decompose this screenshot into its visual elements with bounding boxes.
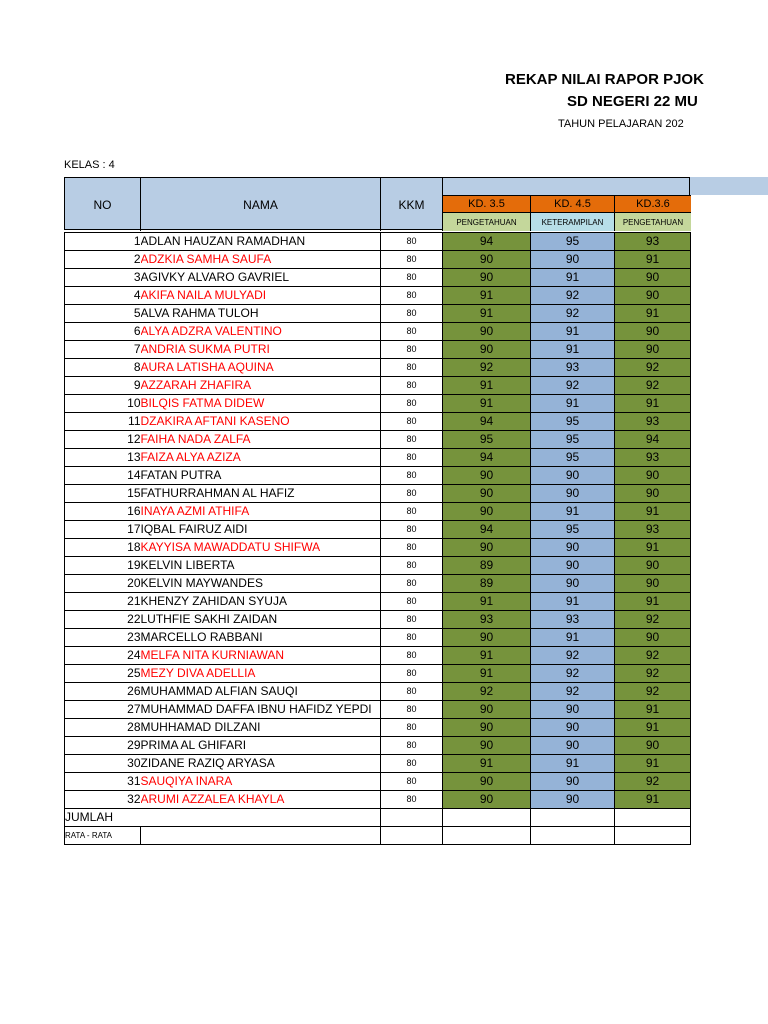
kd1-score[interactable]: 91 — [443, 755, 531, 773]
kd2-score[interactable]: 92 — [531, 647, 615, 665]
row-number[interactable]: 14 — [65, 467, 141, 485]
table-row — [65, 647, 691, 665]
header-kd-group — [443, 178, 691, 231]
table-row — [65, 503, 691, 521]
header-extension-strip — [690, 177, 768, 195]
kd1-score[interactable]: 93 — [443, 611, 531, 629]
table-row — [65, 665, 691, 683]
header-no: NO — [65, 178, 141, 231]
table-row — [65, 629, 691, 647]
kkm-cell[interactable]: 80 — [381, 467, 443, 485]
rata-kkm-cell[interactable] — [381, 827, 443, 845]
table-row — [65, 611, 691, 629]
kd2-score[interactable]: 91 — [531, 395, 615, 413]
kd2-score[interactable]: 91 — [531, 629, 615, 647]
kkm-cell[interactable]: 80 — [381, 431, 443, 449]
row-number[interactable]: 27 — [65, 701, 141, 719]
kd3-score[interactable]: 93 — [615, 233, 691, 251]
kd1-score[interactable]: 90 — [443, 773, 531, 791]
kd3-score[interactable]: 93 — [615, 521, 691, 539]
header-kd-1: KD. 3.5 — [443, 196, 531, 213]
kd2-score[interactable]: 95 — [531, 521, 615, 539]
student-name[interactable]: MUHAMMAD ALFIAN SAUQI — [141, 683, 381, 701]
kd3-score[interactable]: 91 — [615, 251, 691, 269]
kd2-score[interactable]: 90 — [531, 791, 615, 809]
jumlah-row — [65, 809, 691, 827]
kd1-score[interactable]: 91 — [443, 665, 531, 683]
academic-year: TAHUN PELAJARAN 202 — [558, 118, 684, 130]
kd2-score[interactable]: 90 — [531, 485, 615, 503]
kd1-score[interactable]: 90 — [443, 485, 531, 503]
student-name[interactable]: AZZARAH ZHAFIRA — [141, 377, 381, 395]
kkm-cell[interactable]: 80 — [381, 359, 443, 377]
kkm-cell[interactable]: 80 — [381, 737, 443, 755]
table-row — [65, 557, 691, 575]
row-number[interactable]: 9 — [65, 377, 141, 395]
kd2-score[interactable]: 91 — [531, 593, 615, 611]
kd1-score[interactable]: 91 — [443, 647, 531, 665]
kd3-score[interactable]: 91 — [615, 719, 691, 737]
row-number[interactable]: 11 — [65, 413, 141, 431]
kd2-score[interactable]: 95 — [531, 431, 615, 449]
header-kd-3: KD.3.6 — [615, 196, 691, 213]
kd3-score[interactable]: 90 — [615, 629, 691, 647]
table-row — [65, 449, 691, 467]
kd1-score[interactable]: 90 — [443, 341, 531, 359]
kd3-score[interactable]: 91 — [615, 755, 691, 773]
rata-kd3-cell[interactable] — [615, 827, 691, 845]
kkm-cell[interactable]: 80 — [381, 791, 443, 809]
row-number[interactable]: 13 — [65, 449, 141, 467]
kd3-score[interactable]: 91 — [615, 791, 691, 809]
table-row — [65, 773, 691, 791]
kd1-score[interactable]: 90 — [443, 503, 531, 521]
kd2-score[interactable]: 93 — [531, 359, 615, 377]
row-number[interactable]: 23 — [65, 629, 141, 647]
kd2-score[interactable]: 92 — [531, 377, 615, 395]
header-kd-top-strip — [443, 178, 691, 196]
student-name[interactable]: KHENZY ZAHIDAN SYUJA — [141, 593, 381, 611]
row-number[interactable]: 26 — [65, 683, 141, 701]
row-number[interactable]: 6 — [65, 323, 141, 341]
kkm-cell[interactable]: 80 — [381, 305, 443, 323]
kd1-score[interactable]: 89 — [443, 557, 531, 575]
kd1-score[interactable]: 91 — [443, 305, 531, 323]
table-row — [65, 467, 691, 485]
student-name[interactable]: PRIMA AL GHIFARI — [141, 737, 381, 755]
kkm-cell[interactable]: 80 — [381, 521, 443, 539]
kd3-score[interactable]: 92 — [615, 647, 691, 665]
jumlah-kkm-cell[interactable] — [381, 809, 443, 827]
row-number[interactable]: 29 — [65, 737, 141, 755]
row-number[interactable]: 30 — [65, 755, 141, 773]
row-number[interactable]: 4 — [65, 287, 141, 305]
kd3-score[interactable]: 92 — [615, 665, 691, 683]
kd2-score[interactable]: 95 — [531, 413, 615, 431]
table-row — [65, 413, 691, 431]
kkm-cell[interactable]: 80 — [381, 683, 443, 701]
kkm-cell[interactable]: 80 — [381, 557, 443, 575]
header-kkm: KKM — [381, 178, 443, 231]
row-number[interactable]: 7 — [65, 341, 141, 359]
kkm-cell[interactable]: 80 — [381, 233, 443, 251]
student-name[interactable]: FATHURRAHMAN AL HAFIZ — [141, 485, 381, 503]
kd2-score[interactable]: 92 — [531, 305, 615, 323]
kd1-score[interactable]: 90 — [443, 629, 531, 647]
student-name[interactable]: FAIZA ALYA AZIZA — [141, 449, 381, 467]
student-name[interactable]: KELVIN MAYWANDES — [141, 575, 381, 593]
row-number[interactable]: 25 — [65, 665, 141, 683]
kd1-score[interactable]: 92 — [443, 359, 531, 377]
student-name[interactable]: MARCELLO RABBANI — [141, 629, 381, 647]
rata-kd1-cell[interactable] — [443, 827, 531, 845]
table-row — [65, 269, 691, 287]
kkm-cell[interactable]: 80 — [381, 719, 443, 737]
row-number[interactable]: 21 — [65, 593, 141, 611]
kd1-score[interactable]: 94 — [443, 449, 531, 467]
row-number[interactable]: 17 — [65, 521, 141, 539]
kd2-score[interactable]: 91 — [531, 323, 615, 341]
kd2-score[interactable]: 90 — [531, 557, 615, 575]
kkm-cell[interactable]: 80 — [381, 287, 443, 305]
kd2-score[interactable]: 90 — [531, 701, 615, 719]
kd3-score[interactable]: 90 — [615, 467, 691, 485]
kkm-cell[interactable]: 80 — [381, 575, 443, 593]
kd2-score[interactable]: 95 — [531, 233, 615, 251]
student-name[interactable]: FATAN PUTRA — [141, 467, 381, 485]
kd2-score[interactable]: 90 — [531, 737, 615, 755]
kd1-score[interactable]: 95 — [443, 431, 531, 449]
table-row — [65, 359, 691, 377]
student-name[interactable]: KAYYISA MAWADDATU SHIFWA — [141, 539, 381, 557]
kd1-score[interactable]: 90 — [443, 719, 531, 737]
table-row — [65, 323, 691, 341]
table-row — [65, 539, 691, 557]
kd2-score[interactable]: 91 — [531, 503, 615, 521]
student-name[interactable]: BILQIS FATMA DIDEW — [141, 395, 381, 413]
student-name[interactable]: INAYA AZMI ATHIFA — [141, 503, 381, 521]
kkm-cell[interactable]: 80 — [381, 269, 443, 287]
report-title: REKAP NILAI RAPOR PJOK — [505, 71, 704, 88]
kd3-score[interactable]: 90 — [615, 323, 691, 341]
row-number[interactable]: 16 — [65, 503, 141, 521]
kd3-score[interactable]: 93 — [615, 413, 691, 431]
kkm-cell[interactable]: 80 — [381, 341, 443, 359]
kd3-score[interactable]: 90 — [615, 485, 691, 503]
header-nama: NAMA — [141, 178, 381, 231]
jumlah-kd1-cell[interactable] — [443, 809, 531, 827]
table-row — [65, 575, 691, 593]
jumlah-label: JUMLAH — [65, 809, 381, 827]
table-row — [65, 791, 691, 809]
kd2-score[interactable]: 93 — [531, 611, 615, 629]
student-name[interactable]: AURA LATISHA AQUINA — [141, 359, 381, 377]
table-row — [65, 683, 691, 701]
kd3-score[interactable]: 92 — [615, 683, 691, 701]
kd3-score[interactable]: 91 — [615, 539, 691, 557]
kd3-score[interactable]: 92 — [615, 359, 691, 377]
row-number[interactable]: 18 — [65, 539, 141, 557]
kd2-score[interactable]: 90 — [531, 773, 615, 791]
jumlah-kd2-cell[interactable] — [531, 809, 615, 827]
table-row — [65, 593, 691, 611]
header-kd-1-sub: PENGETAHUAN — [443, 213, 531, 231]
table-row — [65, 341, 691, 359]
kd1-score[interactable]: 91 — [443, 593, 531, 611]
kd3-score[interactable]: 92 — [615, 773, 691, 791]
kkm-cell[interactable]: 80 — [381, 755, 443, 773]
table-row — [65, 305, 691, 323]
row-number[interactable]: 8 — [65, 359, 141, 377]
student-name[interactable]: MUHHAMAD DILZANI — [141, 719, 381, 737]
kd1-score[interactable]: 91 — [443, 377, 531, 395]
kkm-cell[interactable]: 80 — [381, 665, 443, 683]
student-name[interactable]: MUHAMMAD DAFFA IBNU HAFIDZ YEPDI — [141, 701, 381, 719]
kkm-cell[interactable]: 80 — [381, 773, 443, 791]
student-name[interactable]: ADLAN HAUZAN RAMADHAN — [141, 233, 381, 251]
kd1-score[interactable]: 90 — [443, 737, 531, 755]
kd1-score[interactable]: 94 — [443, 521, 531, 539]
kd2-score[interactable]: 92 — [531, 287, 615, 305]
student-name[interactable]: ZIDANE RAZIQ ARYASA — [141, 755, 381, 773]
student-name[interactable]: FAIHA NADA ZALFA — [141, 431, 381, 449]
kd2-score[interactable]: 91 — [531, 341, 615, 359]
kkm-cell[interactable]: 80 — [381, 323, 443, 341]
row-number[interactable]: 2 — [65, 251, 141, 269]
student-name[interactable]: KELVIN LIBERTA — [141, 557, 381, 575]
header-kd-3-sub: PENGETAHUAN — [615, 213, 691, 231]
student-name[interactable]: LUTHFIE SAKHI ZAIDAN — [141, 611, 381, 629]
kd3-score[interactable]: 90 — [615, 575, 691, 593]
kkm-cell[interactable]: 80 — [381, 647, 443, 665]
kkm-cell[interactable]: 80 — [381, 503, 443, 521]
student-name[interactable]: IQBAL FAIRUZ AIDI — [141, 521, 381, 539]
student-name[interactable]: ANDRIA SUKMA PUTRI — [141, 341, 381, 359]
row-number[interactable]: 3 — [65, 269, 141, 287]
kd1-score[interactable]: 92 — [443, 683, 531, 701]
kd1-score[interactable]: 90 — [443, 467, 531, 485]
kkm-cell[interactable]: 80 — [381, 701, 443, 719]
rata-nama-cell[interactable] — [141, 827, 381, 845]
row-number[interactable]: 10 — [65, 395, 141, 413]
grades-table-body — [65, 233, 691, 809]
header-kd-2-sub: KETERAMPILAN — [531, 213, 615, 231]
table-row — [65, 251, 691, 269]
kkm-cell[interactable]: 80 — [381, 377, 443, 395]
table-row — [65, 395, 691, 413]
table-row — [65, 233, 691, 251]
row-number[interactable]: 19 — [65, 557, 141, 575]
student-name[interactable]: MEZY DIVA ADELLIA — [141, 665, 381, 683]
kd1-score[interactable]: 91 — [443, 287, 531, 305]
kd3-score[interactable]: 91 — [615, 395, 691, 413]
rata-label: RATA - RATA — [65, 827, 141, 845]
student-name[interactable]: SAUQIYA INARA — [141, 773, 381, 791]
kd2-score[interactable]: 91 — [531, 269, 615, 287]
kd2-score[interactable]: 90 — [531, 575, 615, 593]
class-label: KELAS : 4 — [64, 159, 115, 171]
kd2-score[interactable]: 92 — [531, 683, 615, 701]
student-name[interactable]: DZAKIRA AFTANI KASENO — [141, 413, 381, 431]
kd3-score[interactable]: 91 — [615, 305, 691, 323]
row-number[interactable]: 31 — [65, 773, 141, 791]
student-name[interactable]: AGIVKY ALVARO GAVRIEL — [141, 269, 381, 287]
kd1-score[interactable]: 91 — [443, 395, 531, 413]
row-number[interactable]: 32 — [65, 791, 141, 809]
kd3-score[interactable]: 90 — [615, 341, 691, 359]
student-name[interactable]: ADZKIA SAMHA SAUFA — [141, 251, 381, 269]
student-name[interactable]: MELFA NITA KURNIAWAN — [141, 647, 381, 665]
kd2-score[interactable]: 90 — [531, 251, 615, 269]
rata-row — [65, 827, 691, 845]
kd3-score[interactable]: 90 — [615, 737, 691, 755]
table-row — [65, 755, 691, 773]
student-name[interactable]: AKIFA NAILA MULYADI — [141, 287, 381, 305]
kd3-score[interactable]: 90 — [615, 269, 691, 287]
kkm-cell[interactable]: 80 — [381, 593, 443, 611]
student-name[interactable]: ARUMI AZZALEA KHAYLA — [141, 791, 381, 809]
row-number[interactable]: 20 — [65, 575, 141, 593]
kkm-cell[interactable]: 80 — [381, 413, 443, 431]
row-number[interactable]: 24 — [65, 647, 141, 665]
kkm-cell[interactable]: 80 — [381, 449, 443, 467]
kd1-score[interactable]: 90 — [443, 539, 531, 557]
table-row — [65, 377, 691, 395]
kd1-score[interactable]: 90 — [443, 323, 531, 341]
table-row — [65, 719, 691, 737]
header-kd-2: KD. 4.5 — [531, 196, 615, 213]
kkm-cell[interactable]: 80 — [381, 251, 443, 269]
kd1-score[interactable]: 90 — [443, 701, 531, 719]
kd2-score[interactable]: 90 — [531, 719, 615, 737]
row-number[interactable]: 5 — [65, 305, 141, 323]
table-row — [65, 737, 691, 755]
row-number[interactable]: 22 — [65, 611, 141, 629]
grades-table — [64, 232, 691, 845]
kd3-score[interactable]: 91 — [615, 701, 691, 719]
school-name: SD NEGERI 22 MU — [567, 93, 698, 110]
kd3-score[interactable]: 92 — [615, 377, 691, 395]
kd3-score[interactable]: 90 — [615, 287, 691, 305]
kd3-score[interactable]: 92 — [615, 611, 691, 629]
row-number[interactable]: 12 — [65, 431, 141, 449]
table-header — [64, 177, 690, 230]
row-number[interactable]: 28 — [65, 719, 141, 737]
student-name[interactable]: ALYA ADZRA VALENTINO — [141, 323, 381, 341]
kd2-score[interactable]: 95 — [531, 449, 615, 467]
kd2-score[interactable]: 91 — [531, 755, 615, 773]
kd3-score[interactable]: 91 — [615, 593, 691, 611]
table-row — [65, 521, 691, 539]
row-number[interactable]: 15 — [65, 485, 141, 503]
student-name[interactable]: ALVA RAHMA TULOH — [141, 305, 381, 323]
kd3-score[interactable]: 90 — [615, 557, 691, 575]
kd3-score[interactable]: 94 — [615, 431, 691, 449]
kd2-score[interactable]: 90 — [531, 539, 615, 557]
kd1-score[interactable]: 90 — [443, 269, 531, 287]
kd1-score[interactable]: 90 — [443, 251, 531, 269]
kkm-cell[interactable]: 80 — [381, 485, 443, 503]
kkm-cell[interactable]: 80 — [381, 611, 443, 629]
table-row — [65, 287, 691, 305]
kd1-score[interactable]: 90 — [443, 791, 531, 809]
table-row — [65, 485, 691, 503]
kd1-score[interactable]: 94 — [443, 233, 531, 251]
kkm-cell[interactable]: 80 — [381, 539, 443, 557]
row-number[interactable]: 1 — [65, 233, 141, 251]
kd1-score[interactable]: 94 — [443, 413, 531, 431]
jumlah-kd3-cell[interactable] — [615, 809, 691, 827]
kd2-score[interactable]: 92 — [531, 665, 615, 683]
table-row — [65, 431, 691, 449]
kd1-score[interactable]: 89 — [443, 575, 531, 593]
rata-kd2-cell[interactable] — [531, 827, 615, 845]
kd2-score[interactable]: 90 — [531, 467, 615, 485]
kd3-score[interactable]: 93 — [615, 449, 691, 467]
kd3-score[interactable]: 91 — [615, 503, 691, 521]
kkm-cell[interactable]: 80 — [381, 629, 443, 647]
table-row — [65, 701, 691, 719]
kkm-cell[interactable]: 80 — [381, 395, 443, 413]
